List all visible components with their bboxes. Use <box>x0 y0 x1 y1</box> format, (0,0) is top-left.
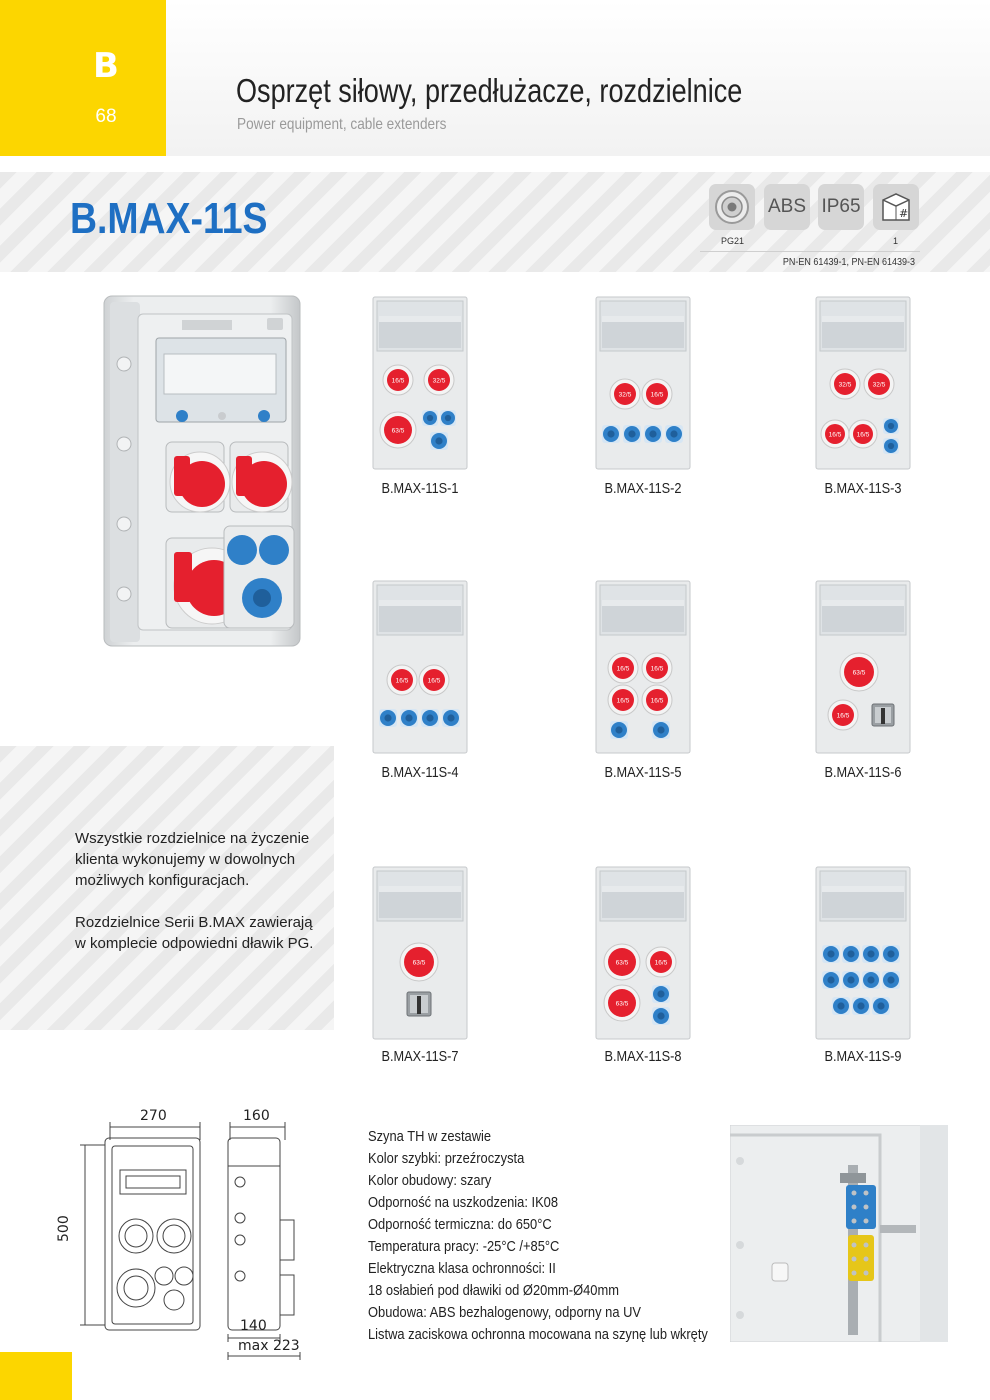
info-line: w komplecie odpowiedni dławik PG. <box>75 935 314 952</box>
svg-text:16/5: 16/5 <box>650 665 664 673</box>
variant-tile-2 <box>595 296 691 470</box>
red-socket <box>383 365 413 395</box>
svg-text:16/5: 16/5 <box>616 697 630 705</box>
blue-socket <box>832 997 850 1015</box>
variant-label: B.MAX-11S-5 <box>604 764 682 781</box>
gland-badge-label: PG21 <box>721 236 745 246</box>
red-socket-2 <box>230 442 292 512</box>
red-socket <box>604 944 640 980</box>
variant-label: B.MAX-11S-6 <box>824 764 902 781</box>
svg-text:16/5: 16/5 <box>391 377 405 385</box>
variant-tile-3 <box>815 296 911 470</box>
red-socket <box>828 700 858 730</box>
red-socket <box>604 985 640 1021</box>
blue-socket <box>602 425 620 443</box>
blue-socket <box>842 945 860 963</box>
material-badge: ABS <box>764 184 810 230</box>
dim-depth: 140 <box>240 1318 267 1334</box>
red-socket <box>424 365 454 395</box>
blue-socket <box>842 971 860 989</box>
rotary-switch <box>872 704 894 726</box>
red-socket <box>849 420 877 448</box>
feature-item: Listwa zaciskowa ochronna mocowana na szynę lub wkręty <box>368 1326 708 1343</box>
blue-socket <box>421 709 439 727</box>
package-badge <box>873 184 919 230</box>
blue-socket <box>652 721 670 739</box>
blue-socket <box>665 425 683 443</box>
info-line: klienta wykonujemy w dowolnych <box>75 851 296 868</box>
ip-rating-badge: IP65 <box>818 184 864 230</box>
blue-socket <box>862 971 880 989</box>
dim-front-width: 270 <box>140 1108 167 1124</box>
feature-item: Szyna TH w zestawie <box>368 1128 492 1145</box>
feature-item: Elektryczna klasa ochronności: II <box>368 1260 556 1277</box>
norms-text: PN-EN 61439-1, PN-EN 61439-3 <box>782 257 915 268</box>
svg-text:16/5: 16/5 <box>654 959 668 967</box>
blue-socket <box>882 945 900 963</box>
svg-text:63/5: 63/5 <box>615 1000 629 1008</box>
variant-label: B.MAX-11S-2 <box>604 480 682 497</box>
blue-socket <box>610 721 628 739</box>
red-socket <box>380 412 416 448</box>
blue-socket <box>379 709 397 727</box>
gland-badge <box>709 184 755 230</box>
svg-text:63/5: 63/5 <box>391 427 405 435</box>
page-subtitle: Power equipment, cable extenders <box>237 116 447 133</box>
corner-tab <box>0 1352 72 1400</box>
blue-socket <box>862 945 880 963</box>
variant-tile-4 <box>372 580 468 754</box>
feature-list <box>368 1126 728 1346</box>
din-rail-illustration <box>730 1125 948 1342</box>
svg-text:16/5: 16/5 <box>395 677 409 685</box>
cable-gland-icon <box>709 184 755 230</box>
blue-socket <box>872 997 890 1015</box>
svg-text:16/5: 16/5 <box>650 697 664 705</box>
info-line: Wszystkie rozdzielnice na życzenie <box>75 830 310 847</box>
rotary-switch <box>407 992 431 1016</box>
red-socket <box>830 369 860 399</box>
blue-socket <box>652 985 670 1003</box>
page-header <box>0 0 990 156</box>
blue-socket <box>882 971 900 989</box>
blue-socket <box>442 709 460 727</box>
blue-socket <box>852 997 870 1015</box>
blue-socket <box>422 410 438 426</box>
dim-height: 500 <box>56 1215 72 1242</box>
dim-max-depth: max 223 <box>238 1338 300 1354</box>
feature-item: 18 osłabień pod dławiki od Ø20mm-Ø40mm <box>368 1282 619 1299</box>
red-socket <box>387 665 417 695</box>
red-socket <box>419 665 449 695</box>
blue-socket <box>430 432 448 450</box>
red-socket <box>642 685 672 715</box>
blue-socket <box>644 425 662 443</box>
variant-label: B.MAX-11S-4 <box>381 764 459 781</box>
red-socket <box>840 653 878 691</box>
blue-socket <box>883 438 899 454</box>
svg-text:32/5: 32/5 <box>618 391 632 399</box>
red-socket-1 <box>166 442 230 512</box>
svg-text:16/5: 16/5 <box>650 391 664 399</box>
red-socket <box>610 379 640 409</box>
svg-text:32/5: 32/5 <box>872 381 886 389</box>
variant-tile-9 <box>815 866 911 1040</box>
variant-label: B.MAX-11S-1 <box>381 480 459 497</box>
svg-text:63/5: 63/5 <box>412 959 426 967</box>
feature-item: Odporność termiczna: do 650°C <box>368 1216 552 1233</box>
feature-item: Temperatura pracy: -25°C /+85°C <box>368 1238 560 1255</box>
red-socket <box>642 379 672 409</box>
info-line: Rozdzielnice Serii B.MAX zawierają <box>75 914 313 931</box>
dim-side-width: 160 <box>243 1108 270 1124</box>
feature-item: Kolor szybki: przeźroczysta <box>368 1150 525 1167</box>
blue-socket <box>883 418 899 434</box>
info-line: możliwych konfiguracjach. <box>75 872 250 889</box>
svg-text:63/5: 63/5 <box>615 959 629 967</box>
product-name: B.MAX-11S <box>70 194 268 243</box>
variant-tile-8 <box>595 866 691 1040</box>
section-letter: B <box>93 46 119 86</box>
variant-tile-5 <box>595 580 691 754</box>
red-socket <box>608 653 638 683</box>
blue-socket <box>623 425 641 443</box>
red-socket <box>400 943 438 981</box>
red-socket <box>821 420 849 448</box>
package-box-icon <box>873 184 919 230</box>
svg-text:16/5: 16/5 <box>836 712 850 720</box>
blue-socket <box>822 971 840 989</box>
badge-divider <box>700 251 920 252</box>
page-number: 68 <box>95 106 117 127</box>
red-socket <box>646 947 676 977</box>
svg-text:63/5: 63/5 <box>852 669 866 677</box>
package-hash-glyph: # <box>899 207 909 220</box>
svg-text:16/5: 16/5 <box>616 665 630 673</box>
dimension-drawing <box>56 1100 320 1390</box>
blue-socket <box>440 410 456 426</box>
variant-label: B.MAX-11S-8 <box>604 1048 682 1065</box>
info-paragraph-2 <box>75 912 325 954</box>
svg-text:16/5: 16/5 <box>856 431 870 439</box>
red-socket <box>608 685 638 715</box>
feature-item: Odporność na uszkodzenia: IK08 <box>368 1194 559 1211</box>
main-product-illustration <box>102 294 302 648</box>
blue-socket <box>400 709 418 727</box>
package-badge-label: 1 <box>893 236 899 246</box>
svg-text:16/5: 16/5 <box>828 431 842 439</box>
svg-text:16/5: 16/5 <box>427 677 441 685</box>
svg-text:32/5: 32/5 <box>838 381 852 389</box>
blue-socket <box>822 945 840 963</box>
red-socket <box>864 369 894 399</box>
variant-tile-1 <box>372 296 468 470</box>
page-title: Osprzęt siłowy, przedłużacze, rozdzielnice <box>236 72 743 109</box>
variant-tile-7 <box>372 866 468 1040</box>
red-socket <box>642 653 672 683</box>
info-paragraph-1 <box>75 828 325 891</box>
feature-item: Obudowa: ABS bezhalogenowy, odporny na UV <box>368 1304 641 1321</box>
variant-label: B.MAX-11S-9 <box>824 1048 902 1065</box>
variant-label: B.MAX-11S-7 <box>381 1048 459 1065</box>
svg-text:32/5: 32/5 <box>432 377 446 385</box>
feature-item: Kolor obudowy: szary <box>368 1172 492 1189</box>
blue-socket <box>652 1007 670 1025</box>
variant-tile-6 <box>815 580 911 754</box>
variant-label: B.MAX-11S-3 <box>824 480 902 497</box>
